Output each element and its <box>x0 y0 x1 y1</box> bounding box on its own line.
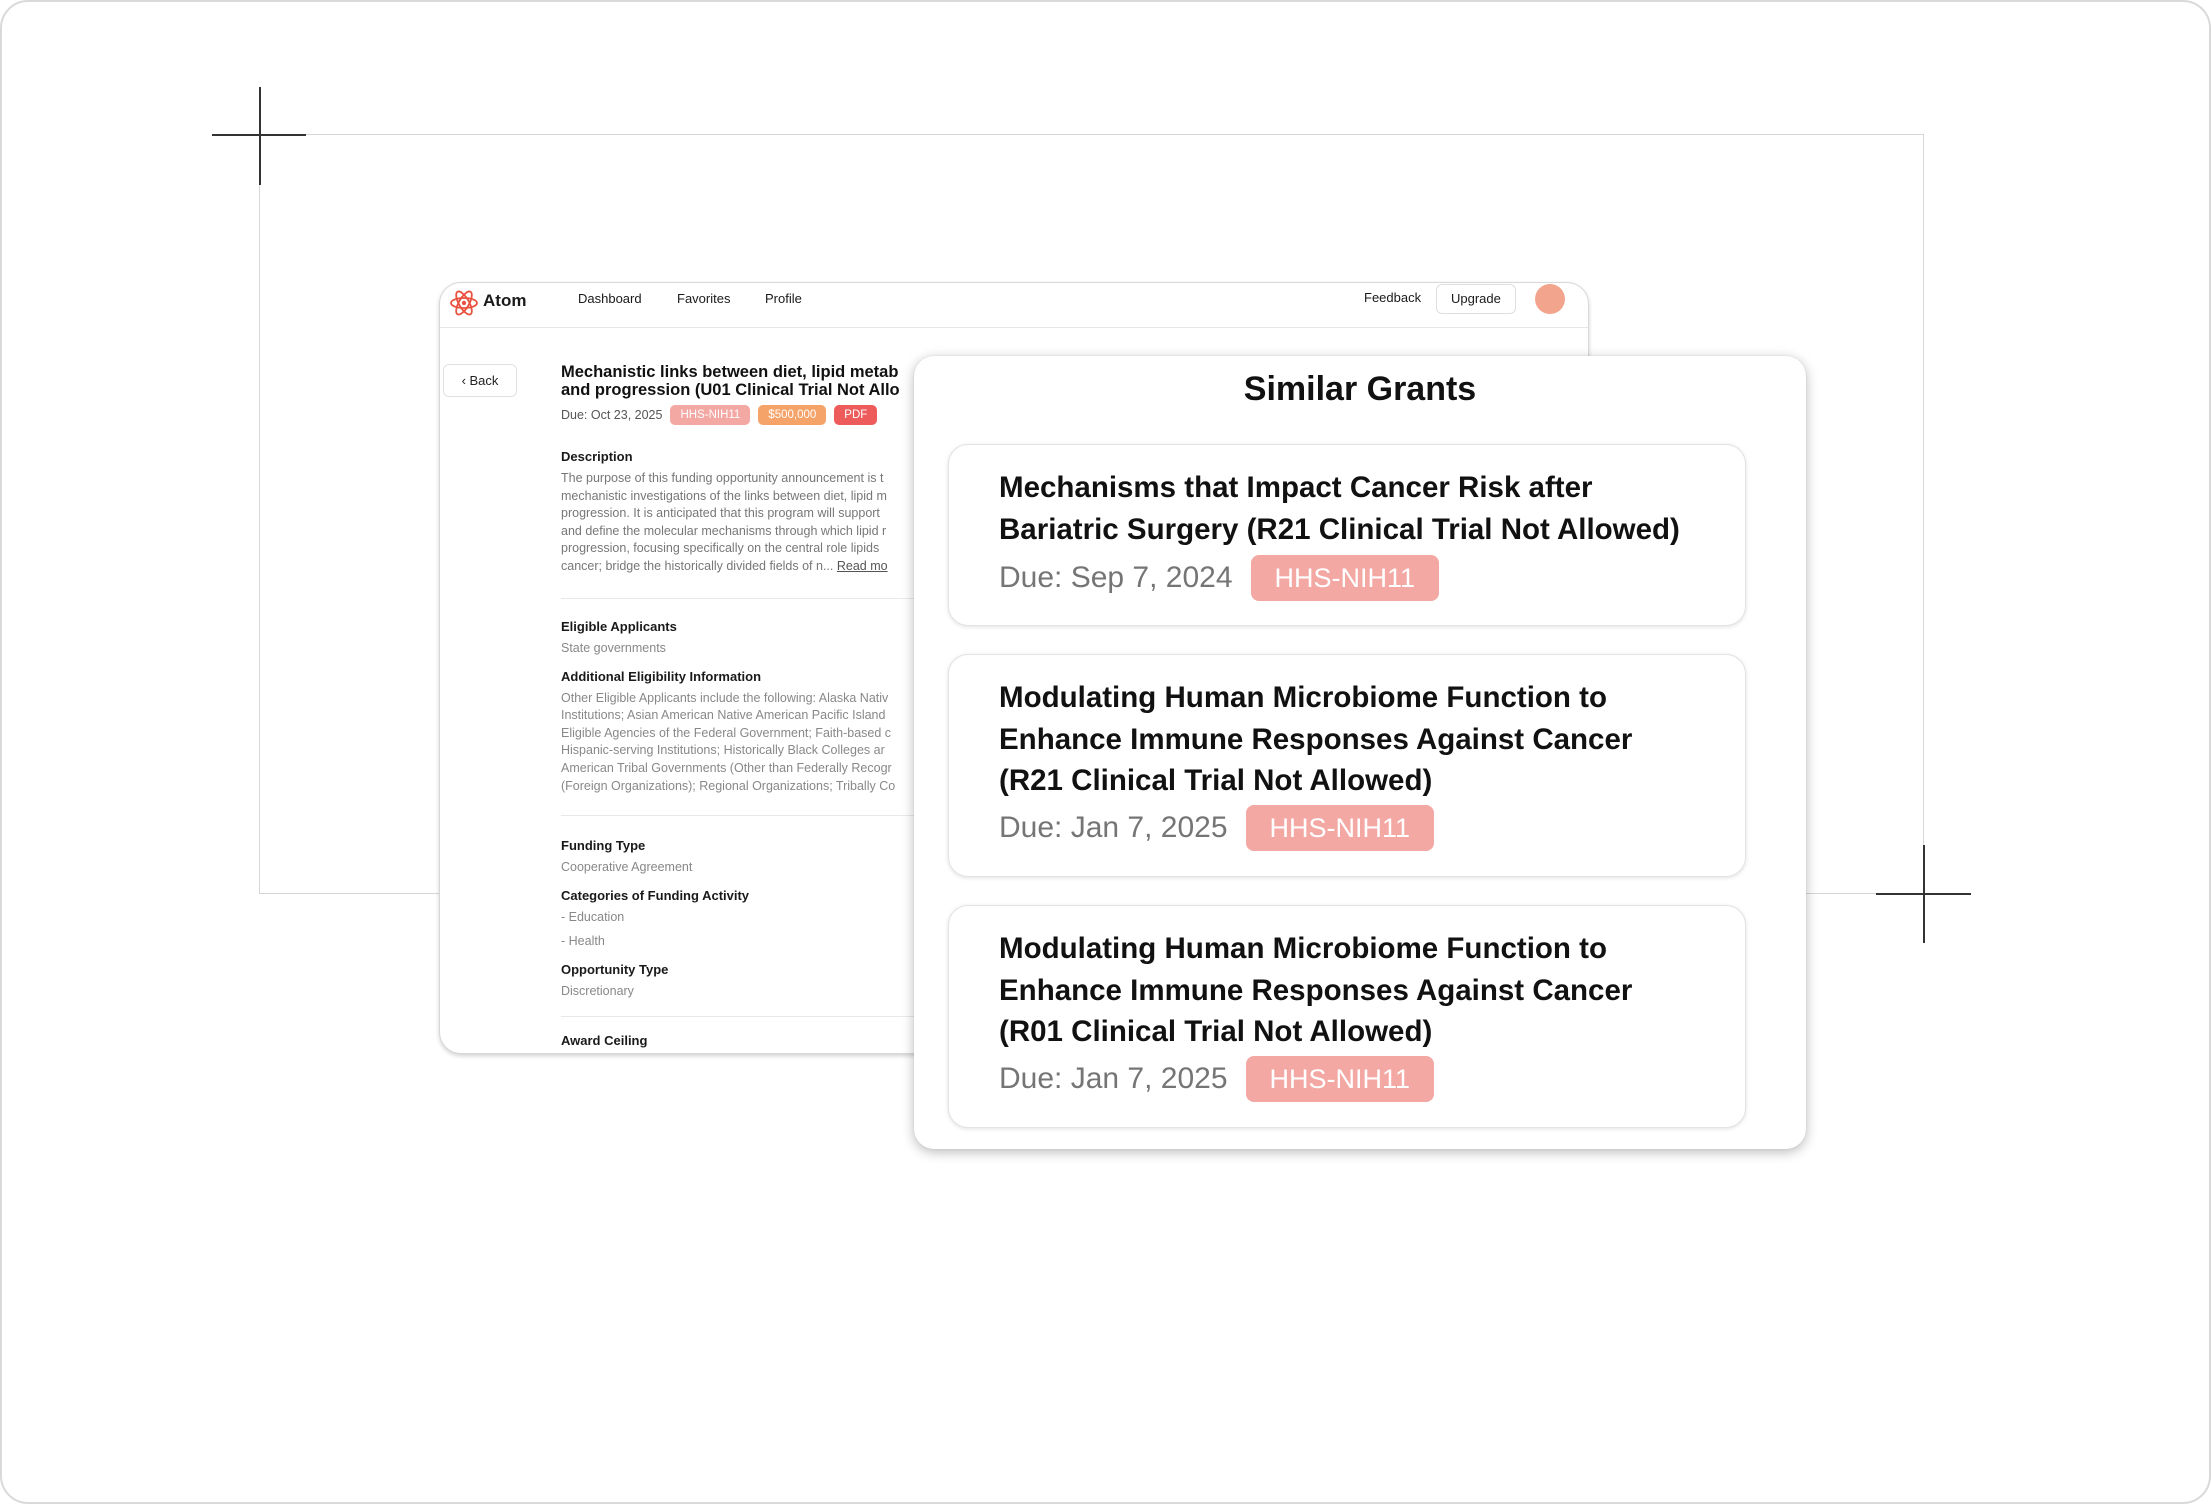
read-more-link[interactable]: Read mo <box>836 558 888 573</box>
similar-grant-title-line: Mechanisms that Impact Cancer Risk after <box>999 471 1593 504</box>
similar-grants-panel <box>914 356 1806 1149</box>
similar-grant-tag: HHS-NIH11 <box>1251 555 1440 601</box>
similar-grant-title-line: Enhance Immune Responses Against Cancer <box>999 722 1633 756</box>
similar-grant-meta <box>999 1056 1434 1102</box>
similar-grant-title <box>999 677 1632 802</box>
description-line-text: cancer; bridge the historically divided fields of n... <box>561 558 834 573</box>
similar-grant-due: Due: Jan 7, 2025 <box>999 811 1228 844</box>
back-button[interactable] <box>443 364 517 397</box>
eligible-heading: Eligible Applicants <box>561 618 677 634</box>
amount-tag: $500,000 <box>758 405 826 425</box>
description-heading: Description <box>561 449 633 464</box>
eligibility-line: Eligible Agencies of the Federal Government; Faith-based c <box>561 725 892 740</box>
eligible-value: State governments <box>561 640 666 655</box>
eligibility-line: (Foreign Organizations); Regional Organizations; Tribally Co <box>561 778 896 793</box>
user-avatar[interactable] <box>1535 284 1565 314</box>
description-line: The purpose of this funding opportunity announcement is t <box>561 471 884 485</box>
nav-favorites[interactable]: Favorites <box>677 291 731 306</box>
eligibility-line: Institutions; Asian American Native American Pacific Island <box>561 708 886 723</box>
chevron-left-icon: ‹ <box>461 373 470 388</box>
similar-grant-title-line: Enhance Immune Responses Against Cancer <box>999 973 1633 1007</box>
eligibility-line: Other Eligible Applicants include the following: Alaska Nativ <box>561 690 889 705</box>
similar-grant-title-line: (R21 Clinical Trial Not Allowed) <box>999 764 1433 798</box>
similar-grant-due: Due: Jan 7, 2025 <box>999 1062 1228 1095</box>
top-nav <box>440 283 1588 328</box>
similar-grant-tag: HHS-NIH11 <box>1246 1056 1435 1102</box>
description-line: and define the molecular mechanisms through which lipid r <box>561 523 887 538</box>
similar-grant-title-line: (R01 Clinical Trial Not Allowed) <box>999 1015 1433 1049</box>
nav-profile[interactable]: Profile <box>765 291 802 306</box>
similar-grant-title-line: Bariatric Surgery (R21 Clinical Trial Not Allowed) <box>999 512 1680 546</box>
similar-grant-card[interactable] <box>948 444 1746 626</box>
description-line: progression, focusing specifically on the central role lipids <box>561 541 880 556</box>
grant-title-line: Mechanistic links between diet, lipid metab <box>561 363 899 381</box>
upgrade-button[interactable]: Upgrade <box>1436 284 1516 314</box>
opportunity-type-heading: Opportunity Type <box>561 962 669 978</box>
atom-logo-icon[interactable] <box>446 285 482 321</box>
categories-heading: Categories of Funding Activity <box>561 888 750 904</box>
similar-grant-meta <box>999 805 1434 851</box>
grant-title-line: and progression (U01 Clinical Trial Not Allo <box>561 381 900 399</box>
similar-grant-card[interactable] <box>948 654 1746 877</box>
similar-grant-title-line: Modulating Human Microbiome Function to <box>999 681 1607 714</box>
pdf-button[interactable]: PDF <box>834 405 877 425</box>
due-date: Due: Oct 23, 2025 <box>561 408 663 422</box>
similar-grant-due: Due: Sep 7, 2024 <box>999 561 1233 594</box>
similar-grant-tag: HHS-NIH11 <box>1246 805 1435 851</box>
similar-grants-title: Similar Grants <box>1243 370 1477 408</box>
similar-grant-title <box>999 467 1680 550</box>
similar-grant-meta <box>999 555 1439 601</box>
feedback-button[interactable]: Feedback <box>1364 290 1422 305</box>
additional-eligibility-heading: Additional Eligibility Information <box>561 668 762 684</box>
opportunity-type-value: Discretionary <box>561 984 634 999</box>
back-label: Back <box>469 373 499 388</box>
description-line: progression. It is anticipated that this program will support <box>561 506 880 521</box>
funding-type-heading: Funding Type <box>561 838 646 854</box>
category-item: - Health <box>561 934 605 949</box>
crosshair-top-left-v <box>259 87 261 185</box>
similar-grant-card[interactable] <box>948 905 1746 1128</box>
award-ceiling-heading: Award Ceiling <box>561 1033 648 1049</box>
description-line: mechanistic investigations of the links between diet, lipid m <box>561 488 887 503</box>
crosshair-bottom-right-v <box>1923 845 1925 943</box>
agency-tag: HHS-NIH11 <box>670 405 750 425</box>
category-item: - Education <box>561 910 625 925</box>
similar-grant-title <box>999 928 1632 1053</box>
funding-type-value: Cooperative Agreement <box>561 860 693 875</box>
brand-name[interactable]: Atom <box>483 291 527 310</box>
eligibility-line: Hispanic-serving Institutions; Historically Black Colleges ar <box>561 743 885 758</box>
nav-dashboard[interactable]: Dashboard <box>578 291 642 306</box>
eligibility-line: American Tribal Governments (Other than Federally Recogr <box>561 760 892 775</box>
similar-grant-title-line: Modulating Human Microbiome Function to <box>999 932 1607 965</box>
